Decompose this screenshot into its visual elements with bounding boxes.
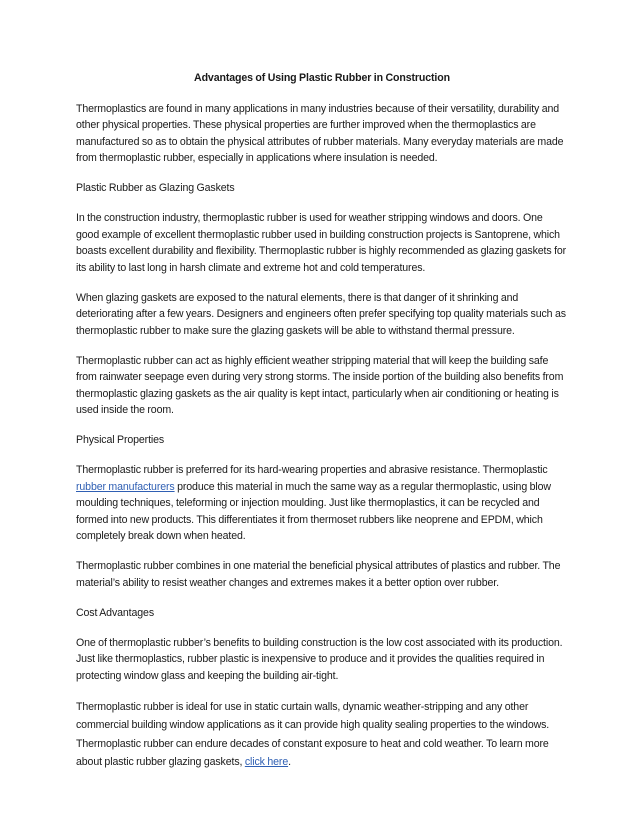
paragraph-weather-stripping: Thermoplastic rubber can act as highly efficient weather stripping material that will keep the building safe from rainwater seepage even during very strong storms. The inside portion of the building also benefits from thermoplastic glazing gaskets as the air quality is kept intact, particularly when air conditioning or heating is used inside the room.: [76, 354, 564, 416]
paragraph-text: produce this material in much the same way as a regular thermoplastic, using blow moulding techniques, teleforming or injection moulding. Just like thermoplastics, it can be recycled and formed into new products. This differentiates it from thermoset rubbers like neoprene and EPDM, which completely break down when heated.: [76, 480, 551, 542]
rubber-manufacturers-link[interactable]: rubber manufacturers: [76, 480, 175, 493]
click-here-link[interactable]: click here: [244, 756, 289, 768]
paragraph-glazing-exposure: When glazing gaskets are exposed to the natural elements, there is that danger of it shrinking and deteriorating after a few years. Designers and engineers often prefer specifying top quality materials such as thermoplastic rubber to make sure the glazing gaskets will be able to withstand thermal pressure.: [76, 291, 566, 337]
paragraph-text: Thermoplastic rubber is preferred for its hard-wearing properties and abrasive resistance. Thermoplastic: [76, 464, 548, 476]
paragraph-construction-industry: In the construction industry, thermoplastic rubber is used for weather stripping windows and doors. One good example of excellent thermoplastic rubber used in building construction projects is Santoprene, which boasts excellent durability and flexibility. Thermoplastic rubber is highly recommended as glazing gaskets for its ability to last long in harsh climate and extreme hot and cold temperatures.: [76, 212, 567, 274]
paragraph-combines-attributes: Thermoplastic rubber combines in one material the beneficial physical attributes of plastics and rubber. The material’s ability to resist weather changes and extremes makes it a better option over rubber.: [76, 560, 561, 589]
section-heading-cost-advantages: Cost Advantages: [76, 606, 154, 619]
paragraph-text: .: [288, 756, 291, 768]
paragraph-text: Thermoplastic rubber is ideal for use in static curtain walls, dynamic weather-stripping and any other commercial building window applications as it can provide high quality sealing properties to the windows. Thermoplastic rubber can endure decades of constant exposure to heat and cold weather. To learn more about plastic rubber glazing gaskets,: [76, 700, 550, 768]
document-page: [76, 70, 568, 785]
section-heading-glazing-gaskets: Plastic Rubber as Glazing Gaskets: [76, 182, 235, 194]
paragraph-intro: Thermoplastics are found in many applications in many industries because of their versatility, durability and other physical properties. These physical properties are further improved when the thermoplastics are manufactured so as to obtain the physical attributes of rubber materials. Many everyday materials are made from thermoplastic rubber, especially in applications where insulation is needed.: [76, 102, 564, 164]
paragraph-curtain-walls: [76, 698, 568, 772]
paragraph-low-cost: One of thermoplastic rubber’s benefits to building construction is the low cost associated with its production. Just like thermoplastics, rubber plastic is inexpensive to produce and it provides the qualities required in protecting window glass and keeping the building air-tight.: [76, 636, 563, 682]
paragraph-hard-wearing: [76, 462, 568, 545]
document-title: Advantages of Using Plastic Rubber in Construction: [194, 72, 450, 84]
section-heading-physical-properties: Physical Properties: [76, 434, 165, 446]
